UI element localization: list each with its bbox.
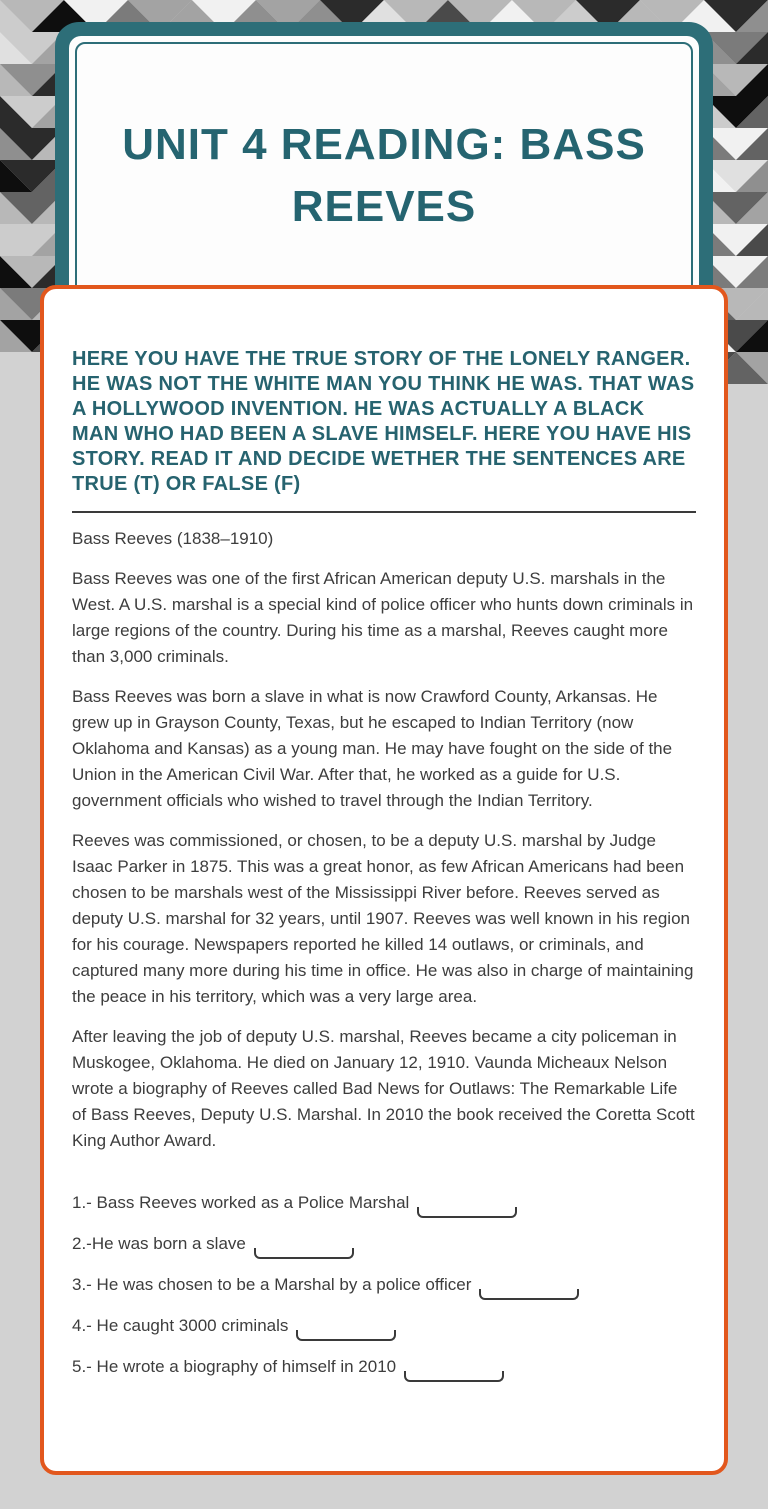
question-row (72, 1272, 696, 1300)
passage-paragraph: Reeves was commissioned, or chosen, to be a deputy U.S. marshal by Judge Isaac Parker in 1875. This was a great honor, as few African Americans had been chosen to be marshals west of the Mississippi River before. Reeves served as deputy U.S. marshal for 32 years, until 1907. Reeves was well known in his region for his courage. Newspapers reported he killed 14 outlaws, or criminals, and captured many more during his time in office. He was also in charge of maintaining the peace in his territory, which was a very large area. (72, 831, 694, 1006)
passage-paragraph: After leaving the job of deputy U.S. marshal, Reeves became a city policeman in Muskogee, Oklahoma. He died on January 12, 1910. Vaunda Micheaux Nelson wrote a biography of Reeves called Bad News for Outlaws: The Remarkable Life of Bass Reeves, Deputy U.S. Marshal. In 2010 the book received the Coretta Scott King Author Award. (72, 1027, 695, 1150)
section-divider (72, 511, 696, 513)
question-text: 1.- Bass Reeves worked as a Police Marshal (72, 1193, 410, 1212)
answer-blank-3[interactable] (479, 1289, 579, 1300)
question-text: 2.-He was born a slave (72, 1234, 246, 1253)
answer-blank-1[interactable] (417, 1207, 517, 1218)
page-title: UNIT 4 READING: BASS REEVES (122, 120, 646, 231)
passage-paragraph: Bass Reeves was one of the first African American deputy U.S. marshals in the West. A U.S. marshal is a special kind of police officer who hunts down criminals in large regions of the country. During his time as a marshal, Reeves caught more than 3,000 criminals. (72, 569, 694, 666)
question-text: 3.- He was chosen to be a Marshal by a police officer (72, 1275, 472, 1294)
title-card (55, 22, 713, 290)
question-row (72, 1231, 696, 1259)
passage-paragraph: Bass Reeves was born a slave in what is now Crawford County, Arkansas. He grew up in Grayson County, Texas, but he escaped to Indian Territory (now Oklahoma and Kansas) as a young man. He may have fought on the side of the Union in the American Civil War. After that, he worked as a guide for U.S. government officials who wished to travel through the Indian Territory. (72, 687, 673, 810)
question-text: 4.- He caught 3000 criminals (72, 1316, 289, 1335)
instructions-text: HERE YOU HAVE THE TRUE STORY OF THE LONELY RANGER. HE WAS NOT THE WHITE MAN YOU THINK HE WAS. THAT WAS A HOLLYWOOD INVENTION. HE WAS ACTUALLY A BLACK MAN WHO HAD BEEN A SLAVE HIMSELF. HERE YOU HAVE HIS STORY. READ IT AND DECIDE WETHER THE SENTENCES ARE TRUE (T) OR FALSE (F) (72, 348, 695, 495)
worksheet-card (40, 285, 728, 1475)
answer-blank-5[interactable] (404, 1371, 504, 1382)
answer-blank-2[interactable] (254, 1248, 354, 1259)
answer-blank-4[interactable] (296, 1330, 396, 1341)
question-row (72, 1313, 696, 1341)
question-text: 5.- He wrote a biography of himself in 2010 (72, 1357, 397, 1376)
reading-passage (72, 526, 696, 1154)
passage-heading: Bass Reeves (1838–1910) (72, 529, 274, 548)
question-row (72, 1354, 696, 1382)
true-false-questions (72, 1190, 696, 1382)
question-row (72, 1190, 696, 1218)
title-card-inner (69, 36, 699, 290)
